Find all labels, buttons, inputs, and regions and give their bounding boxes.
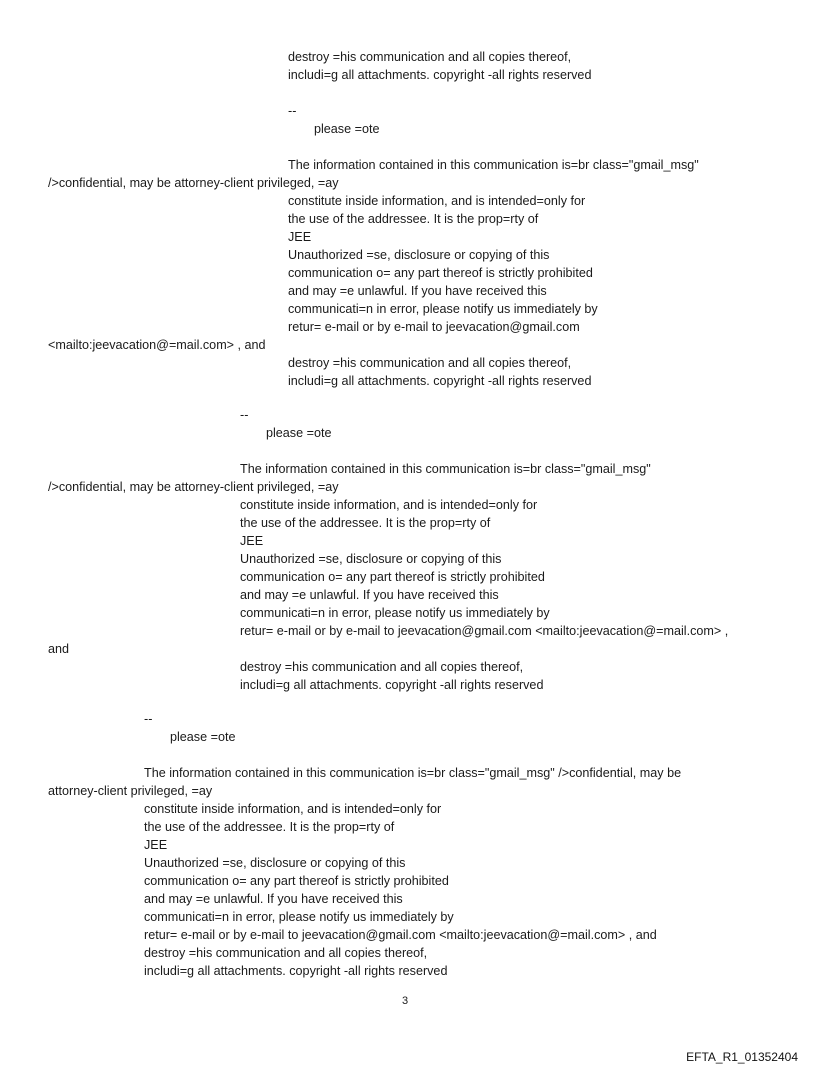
- text-line: The information contained in this communication is=br class="gmail_msg": [288, 158, 699, 172]
- separator-dashes: --: [288, 104, 297, 118]
- separator-dashes: --: [144, 712, 153, 726]
- text-line: The information contained in this communication is=br class="gmail_msg": [240, 462, 651, 476]
- text-line: please =ote: [170, 730, 236, 744]
- text-line: communication o= any part thereof is strictly prohibited: [288, 266, 593, 280]
- text-line: destroy =his communication and all copies thereof,: [240, 660, 524, 674]
- text-line: and may =e unlawful. If you have received this: [240, 588, 499, 602]
- text-line: includi=g all attachments. copyright -all rights reserved: [288, 68, 592, 82]
- page-number: 3: [402, 995, 409, 1007]
- text-line: JEE: [144, 838, 168, 852]
- text-line: The information contained in this communication is=br class="gmail_msg" />confidential, may be: [144, 766, 682, 780]
- text-line: and may =e unlawful. If you have received this: [288, 284, 547, 298]
- text-line: includi=g all attachments. copyright -all rights reserved: [288, 374, 592, 388]
- text-line: JEE: [240, 534, 264, 548]
- text-line: please =ote: [266, 426, 332, 440]
- text-line: please =ote: [314, 122, 380, 136]
- text-line: constitute inside information, and is intended=only for: [288, 194, 586, 208]
- text-line: retur= e-mail or by e-mail to jeevacation@gmail.com <mailto:jeevacation@=mail.com> , and: [144, 928, 657, 942]
- text-line: Unauthorized =se, disclosure or copying of this: [288, 248, 550, 262]
- text-line: Unauthorized =se, disclosure or copying of this: [144, 856, 406, 870]
- text-line: retur= e-mail or by e-mail to jeevacation@gmail.com <mailto:jeevacation@=mail.com> ,: [240, 624, 729, 638]
- text-line: and may =e unlawful. If you have received this: [144, 892, 403, 906]
- separator-dashes: --: [240, 408, 249, 422]
- text-line: destroy =his communication and all copies thereof,: [288, 356, 572, 370]
- text-line: destroy =his communication and all copies thereof,: [144, 946, 428, 960]
- text-line: />confidential, may be attorney-client privileged, =ay: [48, 480, 339, 494]
- text-line: JEE: [288, 230, 312, 244]
- text-line: includi=g all attachments. copyright -all rights reserved: [240, 678, 544, 692]
- text-line: attorney-client privileged, =ay: [48, 784, 213, 798]
- text-line: Unauthorized =se, disclosure or copying of this: [240, 552, 502, 566]
- text-line: communicati=n in error, please notify us immediately by: [288, 302, 598, 316]
- bates-number: EFTA_R1_01352404: [686, 1050, 798, 1064]
- text-line: the use of the addressee. It is the prop=rty of: [288, 212, 539, 226]
- text-line: />confidential, may be attorney-client privileged, =ay: [48, 176, 339, 190]
- text-line: communication o= any part thereof is strictly prohibited: [240, 570, 545, 584]
- text-line: communicati=n in error, please notify us immediately by: [240, 606, 550, 620]
- text-line: the use of the addressee. It is the prop=rty of: [240, 516, 491, 530]
- text-line: communicati=n in error, please notify us immediately by: [144, 910, 454, 924]
- text-line: includi=g all attachments. copyright -all rights reserved: [144, 964, 448, 978]
- text-line: destroy =his communication and all copies thereof,: [288, 50, 572, 64]
- text-line: the use of the addressee. It is the prop=rty of: [144, 820, 395, 834]
- text-line: constitute inside information, and is intended=only for: [240, 498, 538, 512]
- text-line: constitute inside information, and is intended=only for: [144, 802, 442, 816]
- text-line: and: [48, 642, 70, 656]
- text-line: <mailto:jeevacation@=mail.com> , and: [48, 338, 266, 352]
- text-line: retur= e-mail or by e-mail to jeevacation@gmail.com: [288, 320, 580, 334]
- text-line: communication o= any part thereof is strictly prohibited: [144, 874, 449, 888]
